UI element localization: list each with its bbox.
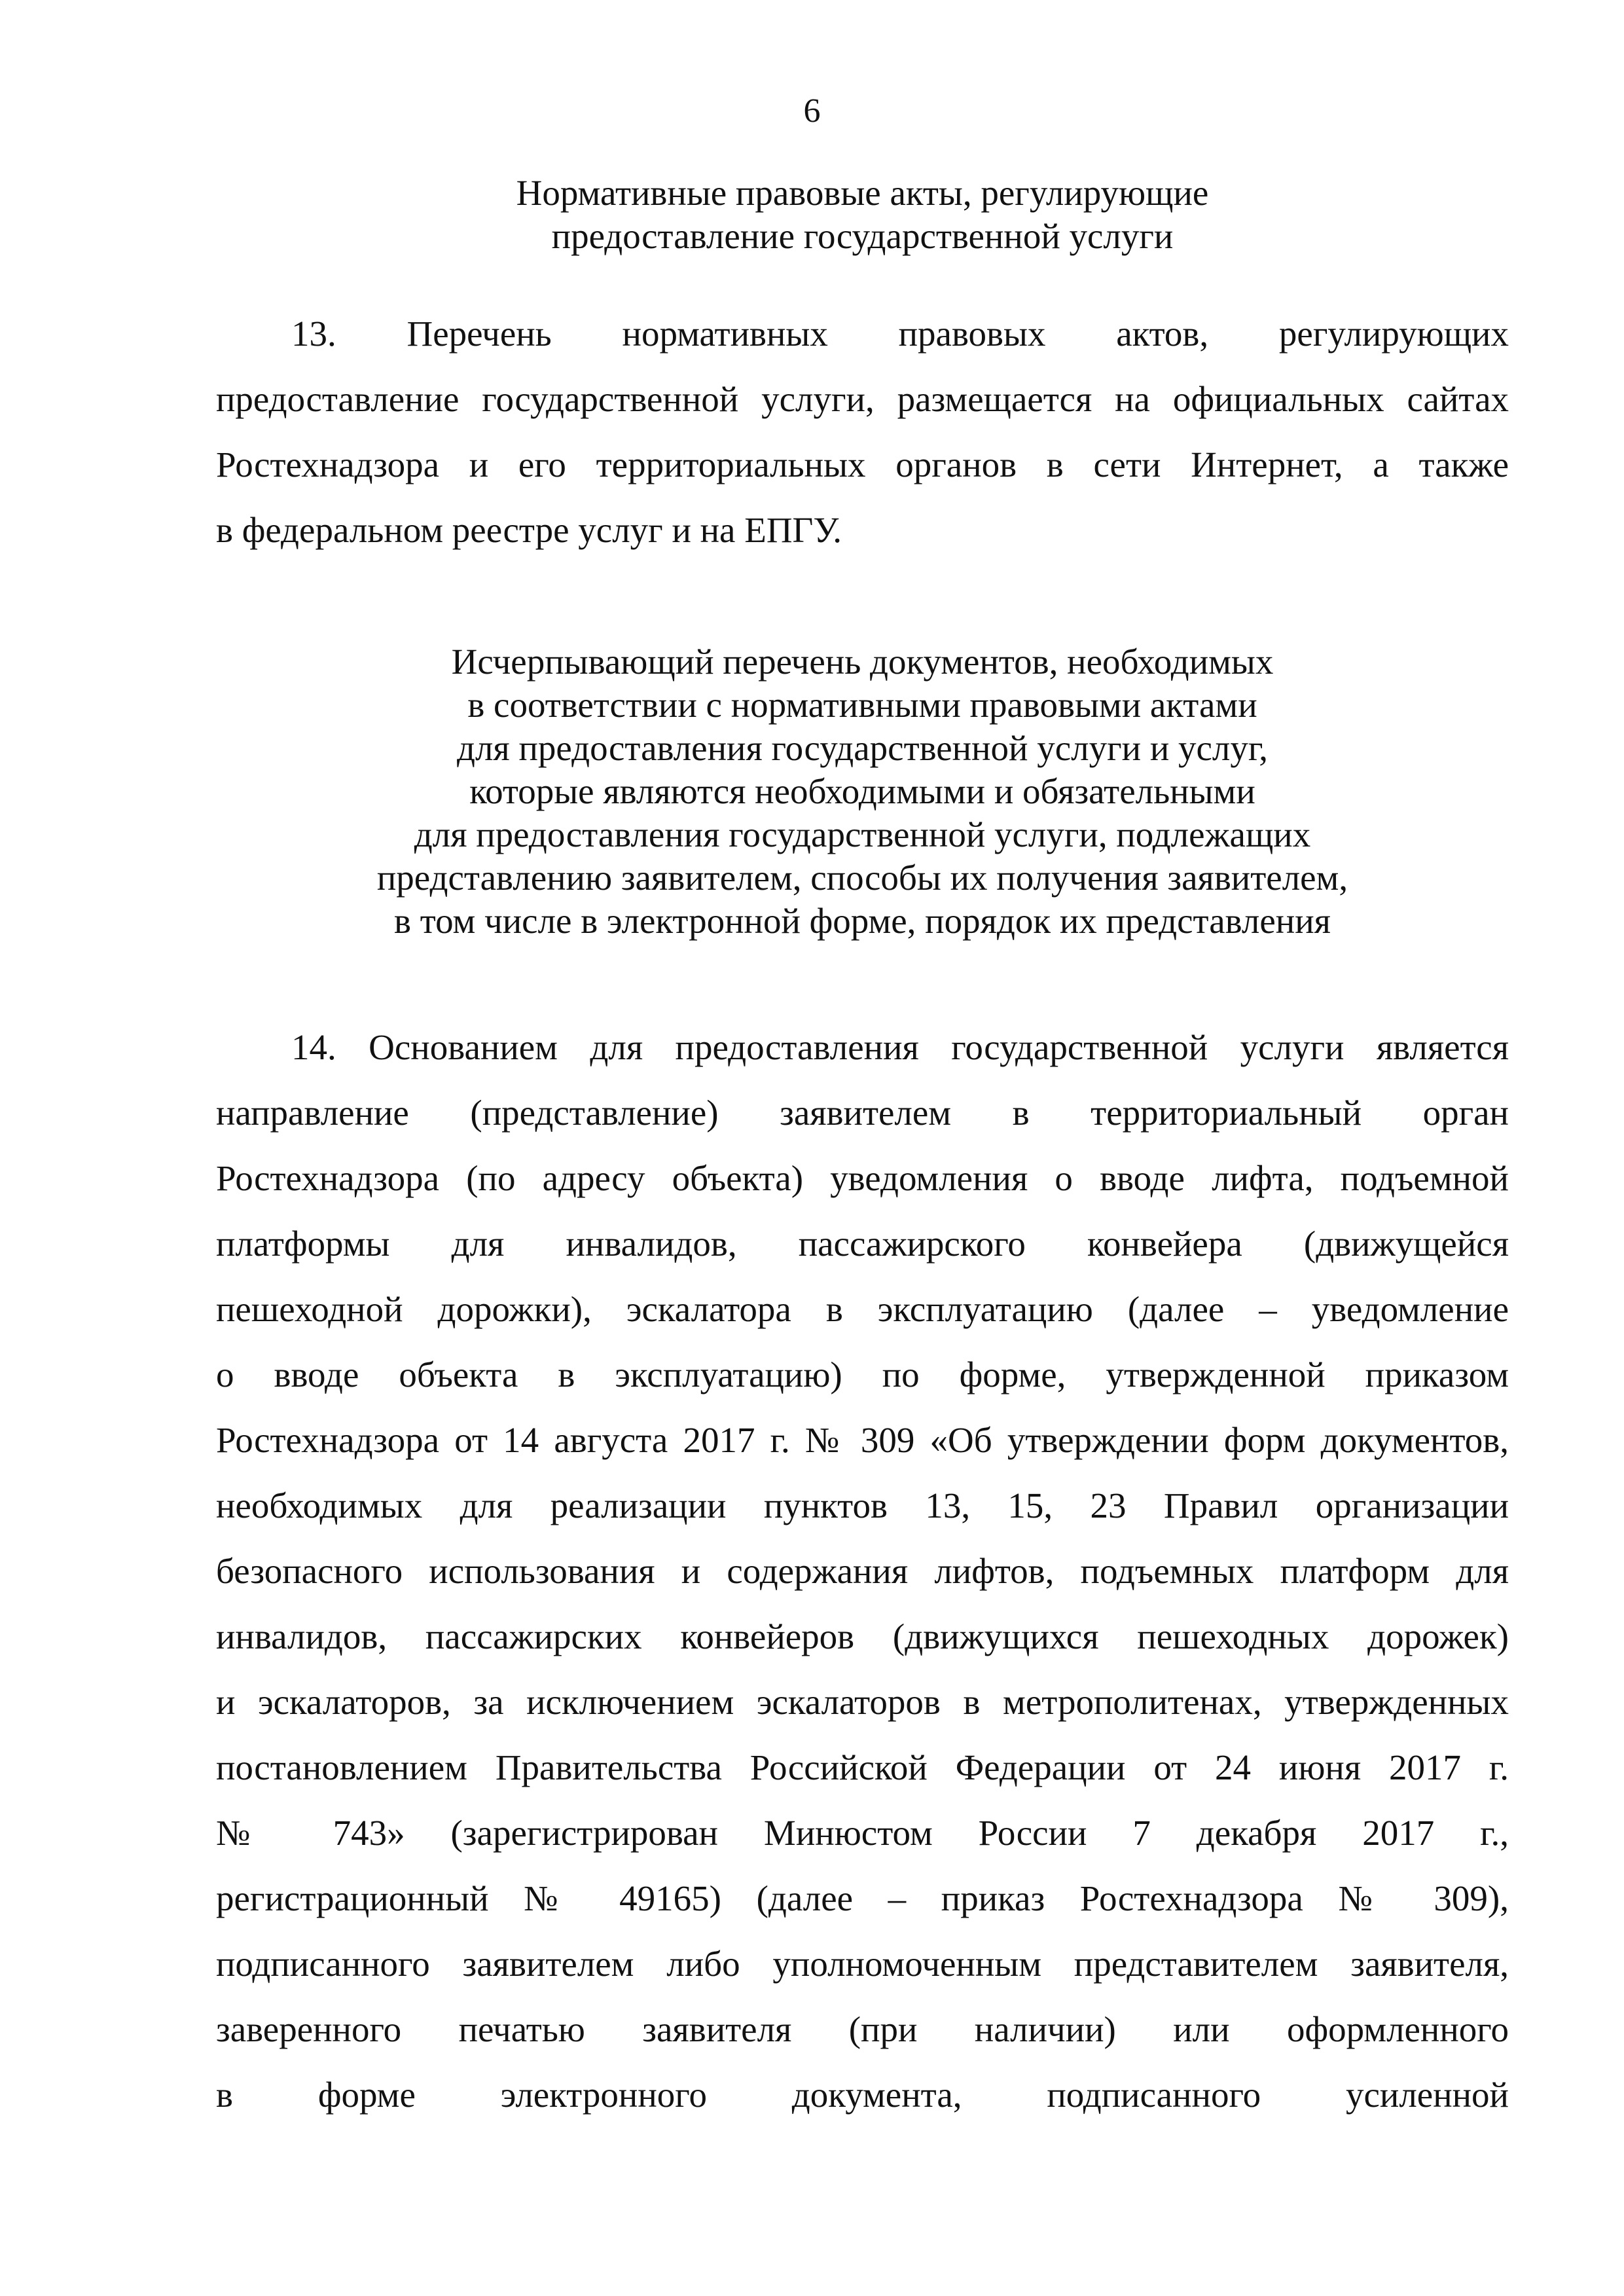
paragraph-line: 14. Основанием для предоставления государственной услуги является (291, 1027, 1509, 1067)
paragraph-line: Ростехнадзора от 14 августа 2017 г. № 309 «Об утверждении форм документов, (216, 1420, 1509, 1460)
heading-line: Исчерпывающий перечень документов, необходимых (451, 642, 1274, 682)
section-heading-documents-list (216, 640, 1509, 943)
section-heading-normative-acts (216, 172, 1509, 258)
paragraph-line: необходимых для реализации пунктов 13, 15, 23 Правил организации (216, 1485, 1509, 1525)
paragraph-line: в федеральном реестре услуг и на ЕПГУ. (216, 510, 842, 550)
heading-line: для предоставления государственной услуги и услуг, (457, 728, 1268, 768)
page-number: 6 (803, 92, 821, 130)
paragraph-line: о вводе объекта в эксплуатацию) по форме, утвержденной приказом (216, 1355, 1509, 1394)
paragraph-line: Ростехнадзора (по адресу объекта) уведомления о вводе лифта, подъемной (216, 1158, 1509, 1198)
paragraph-line: безопасного использования и содержания лифтов, подъемных платформ для (216, 1551, 1509, 1591)
heading-line: в соответствии с нормативными правовыми актами (467, 685, 1257, 725)
paragraph-line: постановлением Правительства Российской Федерации от 24 июня 2017 г. (216, 1747, 1509, 1787)
heading-line: которые являются необходимыми и обязательными (469, 771, 1255, 811)
paragraph-line: в форме электронного документа, подписанного усиленной (216, 2075, 1509, 2115)
heading-line: Нормативные правовые акты, регулирующие (516, 173, 1209, 213)
paragraph-14 (216, 1015, 1509, 2128)
paragraph-line: направление (представление) заявителем в территориальный орган (216, 1093, 1509, 1133)
paragraph-line: и эскалаторов, за исключением эскалаторов в метрополитенах, утвержденных (216, 1682, 1509, 1722)
paragraph-line: платформы для инвалидов, пассажирского конвейера (движущейся (216, 1224, 1509, 1264)
heading-line: для предоставления государственной услуги, подлежащих (414, 814, 1311, 854)
heading-line: представлению заявителем, способы их получения заявителем, (376, 858, 1348, 898)
paragraph-line: № 743» (зарегистрирован Минюстом России 7 декабря 2017 г., (216, 1813, 1509, 1853)
heading-line: в том числе в электронной форме, порядок их представления (394, 901, 1331, 941)
paragraph-line: заверенного печатью заявителя (при наличии) или оформленного (216, 2009, 1509, 2049)
paragraph-line: предоставление государственной услуги, размещается на официальных сайтах (216, 379, 1509, 419)
paragraph-line: инвалидов, пассажирских конвейеров (движущихся пешеходных дорожек) (216, 1616, 1509, 1656)
paragraph-line: Ростехнадзора и его территориальных органов в сети Интернет, а также (216, 445, 1509, 484)
paragraph-line: 13. Перечень нормативных правовых актов, регулирующих (291, 314, 1509, 354)
paragraph-line: подписанного заявителем либо уполномоченным представителем заявителя, (216, 1944, 1509, 1984)
heading-line: предоставление государственной услуги (551, 216, 1174, 256)
paragraph-13 (216, 301, 1509, 563)
paragraph-line: регистрационный № 49165) (далее – приказ Ростехнадзора № 309), (216, 1878, 1509, 1918)
paragraph-line: пешеходной дорожки), эскалатора в эксплуатацию (далее – уведомление (216, 1289, 1509, 1329)
